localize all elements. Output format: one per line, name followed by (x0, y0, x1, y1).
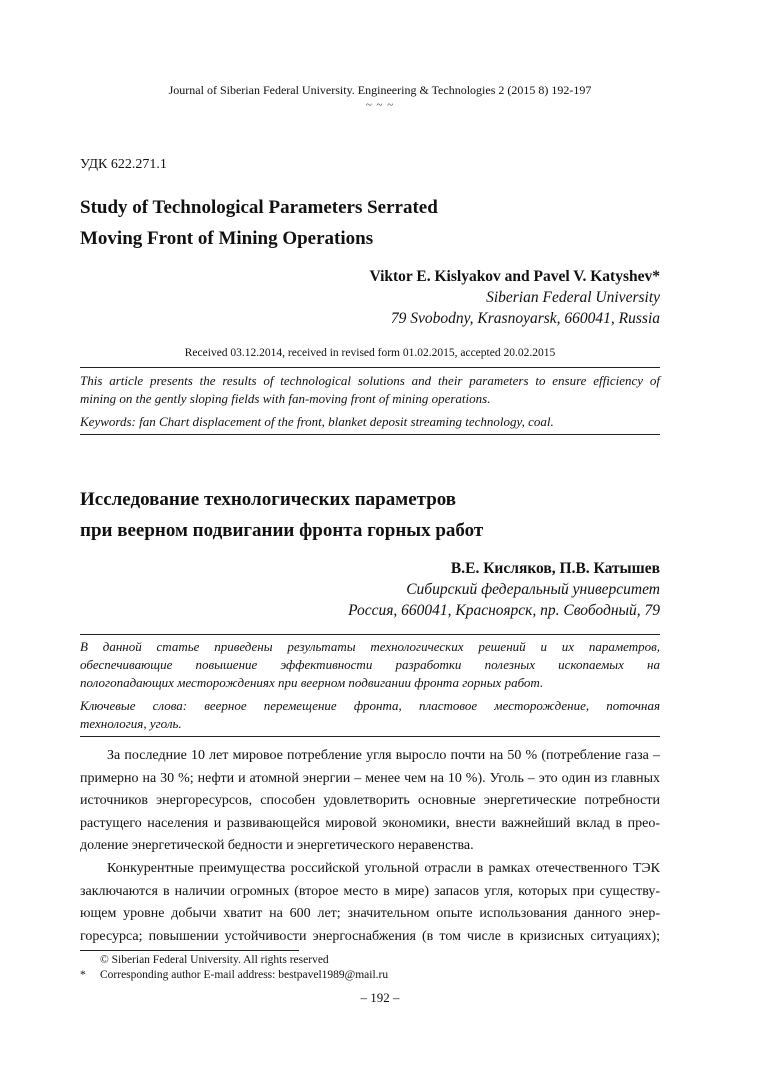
english-keywords: Keywords: fan Chart displacement of the front, blanket deposit streaming technology, coal. (80, 414, 554, 429)
english-title-line: Study of Technological Parameters Serrated (80, 197, 438, 218)
english-abstract (80, 372, 660, 408)
russian-title-line: Исследование технологических параметров (80, 489, 457, 510)
body-line: примерно на 30 %; нефти и атомной энергии – менее чем на 10 %). Уголь – это один из главных (80, 770, 660, 786)
received-dates: Received 03.12.2014, received in revised form 01.02.2015, accepted 20.02.2015 (184, 347, 556, 359)
page-number: – 192 – (360, 990, 400, 1005)
body-line: заключаются в наличии огромных (второе место в мире) запасов угля, которых при существу- (80, 883, 660, 899)
footnote-rule (80, 950, 299, 951)
russian-authors-block (348, 558, 660, 621)
russian-title (80, 484, 483, 546)
english-abstract-line: This article presents the results of technological solutions and their parameters to ensure efficiency of (80, 373, 660, 388)
body-line: доление энергетической бедности и энергетического неравенства. (80, 838, 474, 854)
english-authors: Viktor E. Kislyakov and Pavel V. Katyshev* (369, 268, 660, 285)
body-line: растущего населения и развивающейся мировой экономики, внести важнейший вклад в прео- (80, 815, 660, 831)
english-title-line: Moving Front of Mining Operations (80, 228, 374, 249)
abstract-top-rule (80, 367, 660, 368)
footnote-mark: * (80, 969, 86, 981)
russian-keywords-line: технология, уголь. (80, 716, 182, 731)
body-paragraph-1 (80, 745, 660, 858)
russian-abstract (80, 638, 660, 692)
english-address: 79 Svobodny, Krasnoyarsk, 660041, Russia (390, 310, 660, 327)
body-line: За последние 10 лет мировое потребление угля выросло почти на 50 % (потребление газа – (107, 748, 660, 763)
russian-abstract-line: В данной статье приведены результаты технологических решений и их параметров, (80, 639, 660, 654)
ru-abstract-bottom-rule (80, 736, 660, 737)
body-line: ющем уровне добычи хватит на 600 лет; значительном опыте использования данного энер- (80, 906, 660, 922)
russian-abstract-line: пологопадающих месторождениях при веерном подвигании фронта горных работ. (80, 675, 544, 690)
corresponding-email: Corresponding author E-mail address: bestpavel1989@mail.ru (100, 969, 389, 981)
russian-authors: В.Е. Кисляков, П.В. Катышев (450, 560, 660, 577)
russian-keywords (80, 697, 660, 733)
russian-title-line: при веерном подвигании фронта горных работ (80, 520, 484, 541)
english-abstract-line: mining on the gently sloping fields with fan-moving front of mining operations. (80, 391, 491, 406)
russian-affiliation: Сибирский федеральный университет (406, 581, 660, 598)
russian-address: Россия, 660041, Красноярск, пр. Свободный, 79 (348, 602, 660, 619)
body-line: горесурса; повышении устойчивости энергоснабжения (в том числе в кризисных ситуациях); (80, 928, 660, 944)
english-authors-block (369, 266, 660, 329)
abstract-bottom-rule (80, 434, 660, 435)
english-title (80, 192, 438, 254)
body-line: источников энергоресурсов, способен удовлетворить основные энергетические потребности (80, 793, 660, 809)
udc-code: УДК 622.271.1 (80, 157, 167, 172)
body-paragraph-2 (80, 858, 660, 948)
russian-keywords-line: Ключевые слова: веерное перемещение фронта, пластовое месторождение, поточная (80, 698, 660, 713)
header-ornament: ~ ~ ~ (365, 99, 395, 111)
russian-abstract-line: обеспечивающие повышение эффективности разработки полезных ископаемых на (80, 657, 660, 672)
corresponding-footnote (80, 968, 660, 983)
journal-header: Journal of Siberian Federal University. Engineering & Technologies 2 (2015 8) 192-197 (168, 83, 592, 97)
ru-abstract-top-rule (80, 634, 660, 635)
copyright-footnote: © Siberian Federal University. All rights reserved (100, 954, 329, 966)
body-line: Конкурентные преимущества российской угольной отрасли в рамках отечественного ТЭК (107, 861, 660, 876)
english-affiliation: Siberian Federal University (486, 289, 660, 306)
